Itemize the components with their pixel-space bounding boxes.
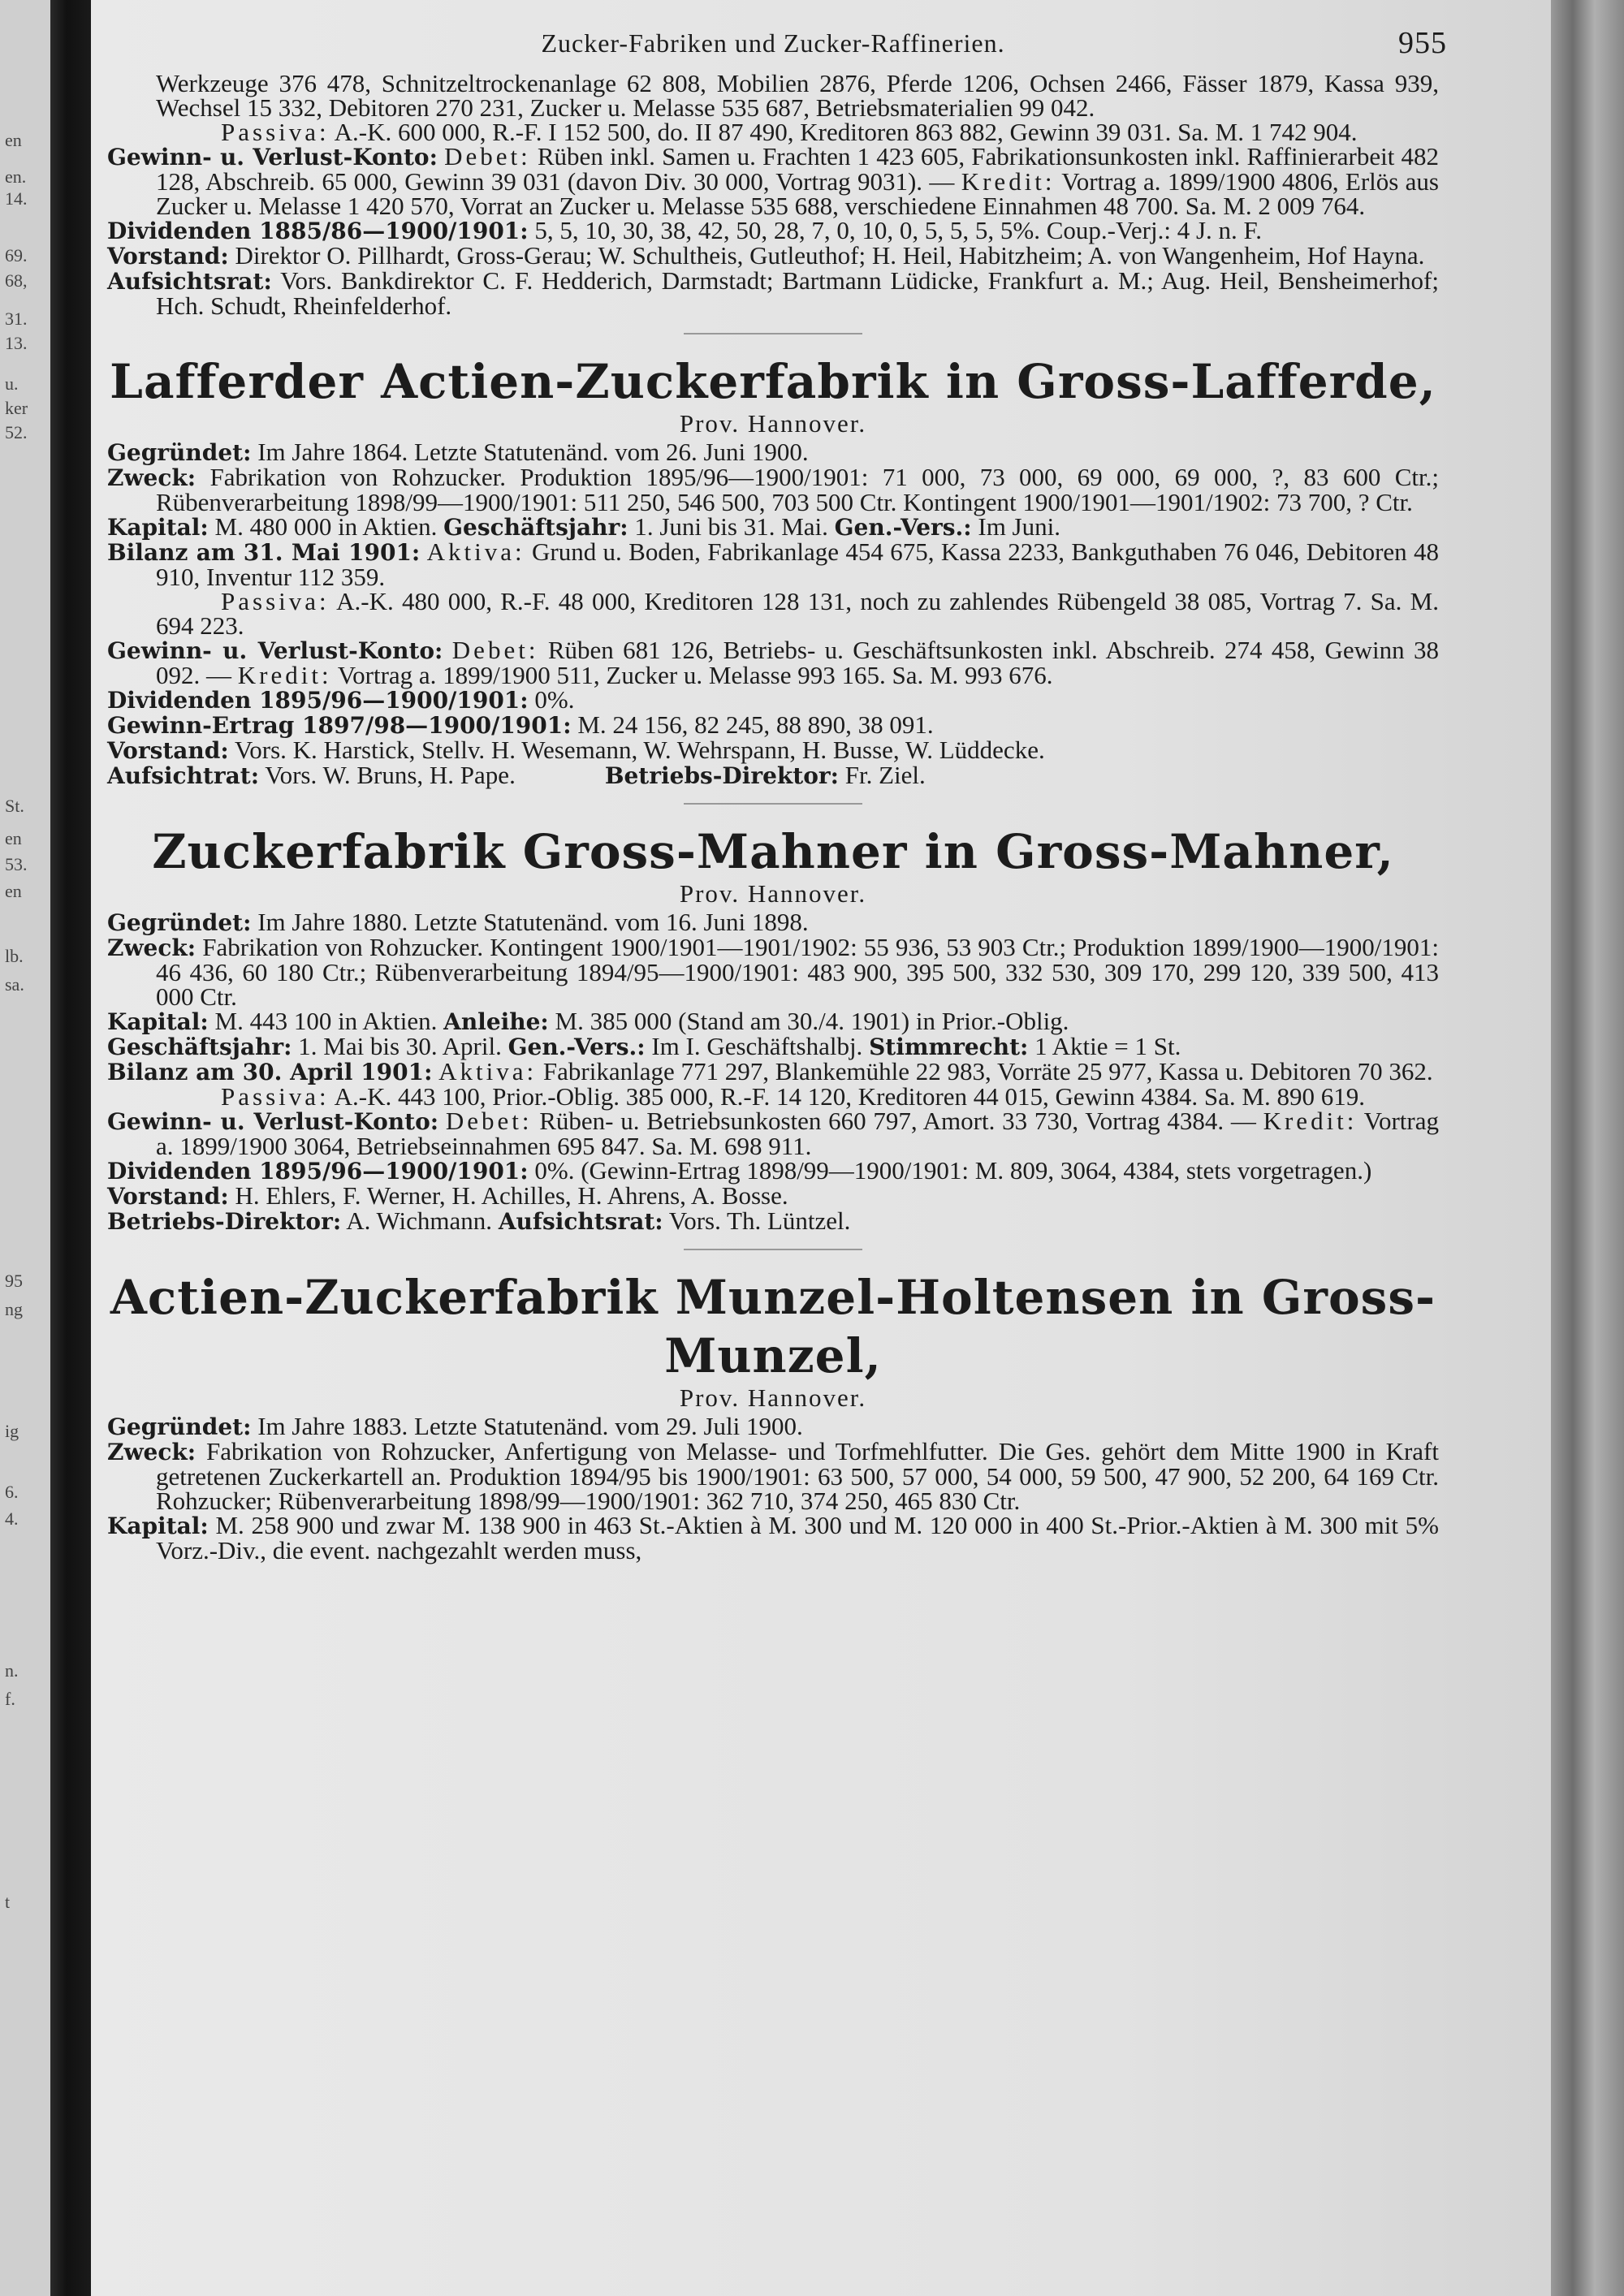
capital-entry bbox=[107, 1009, 1439, 1034]
kredit-text: Vortrag a. 1899/1900 511, Zucker u. Melasse 993 165. Sa. M. 993 676. bbox=[331, 661, 1053, 689]
guv-entry bbox=[107, 1109, 1439, 1159]
margin-fragment: sa. bbox=[5, 974, 24, 995]
board-entry bbox=[107, 1181, 1439, 1210]
passiva-text: A.-K. 443 100, Prior.-Oblig. 385 000, R.-F. 14 120, Kreditoren 44 015, Gewinn 4384. Sa. M. 890 619. bbox=[329, 1082, 1365, 1111]
margin-fragment: 69. bbox=[5, 245, 28, 265]
founded-entry bbox=[107, 910, 1439, 935]
balance-label: Bilanz am 30. April 1901: bbox=[107, 1059, 433, 1085]
balance-entry bbox=[107, 1057, 1439, 1085]
passiva-entry bbox=[107, 120, 1439, 145]
debet-text: Rüben 681 126, Betriebs- u. Geschäftsunkosten inkl. Abschreib. 274 458, Gewinn 38 092. — bbox=[156, 636, 1440, 689]
margin-fragment: 4. bbox=[5, 1508, 19, 1529]
capital-text: M. 443 100 in Aktien. bbox=[208, 1007, 444, 1035]
company-entry-mahner bbox=[107, 822, 1439, 1234]
capital-entry bbox=[107, 1513, 1439, 1563]
debet-label: Debet: bbox=[445, 1107, 533, 1135]
passiva-label: Passiva: bbox=[221, 1082, 330, 1111]
board-label: Vorstand: bbox=[107, 243, 229, 270]
margin-fragment: 14. bbox=[5, 188, 28, 209]
dividends-label: Dividenden 1895/96—1900/1901: bbox=[107, 1158, 529, 1185]
guv-entry bbox=[107, 142, 1440, 220]
dividends-text: 0%. bbox=[528, 685, 575, 714]
margin-fragment: 53. bbox=[5, 854, 28, 874]
supervisory-board-text: Vors. Th. Lüntzel. bbox=[663, 1206, 851, 1235]
company-entry-lafferde bbox=[107, 352, 1439, 788]
balance-entry bbox=[107, 537, 1440, 591]
company-entry-munzel bbox=[107, 1268, 1439, 1563]
founded-label: Gegründet: bbox=[107, 439, 252, 466]
dividends-entry bbox=[107, 218, 1439, 244]
passiva-text: A.-K. 600 000, R.-F. I 152 500, do. II 87 490, Kreditoren 863 882, Gewinn 39 031. Sa. M. 1 742 904. bbox=[329, 118, 1358, 146]
aktiva-label: Aktiva: bbox=[426, 537, 525, 566]
general-meeting-label: Gen.-Vers.: bbox=[508, 1034, 646, 1060]
capital-label: Kapital: bbox=[107, 1513, 209, 1539]
founded-label: Gegründet: bbox=[107, 909, 252, 936]
continued-entry bbox=[107, 71, 1439, 318]
general-meeting-text: Im I. Geschäftshalbj. bbox=[645, 1032, 870, 1060]
guv-entry bbox=[107, 638, 1439, 688]
fiscal-year-text: 1. Mai bis 30. April. bbox=[292, 1032, 508, 1060]
debet-label: Debet: bbox=[451, 636, 539, 664]
purpose-text: Fabrikation von Rohzucker. Produktion 1895/96—1900/1901: 71 000, 73 000, 69 000, 69 000, ?, 83 600 Ctr.; Rübenverarbeitung 1898/99—1900/1901: 511 250, 546 500, 703 500 Ctr. Kontingent 1900/1901—1901/1902: 73 700, ? Ctr. bbox=[156, 463, 1439, 516]
capital-text: M. 480 000 in Aktien. bbox=[208, 512, 444, 541]
balance-label: Bilanz am 31. Mai 1901: bbox=[107, 539, 421, 566]
passiva-entry bbox=[107, 1082, 1439, 1111]
dividends-label: Dividenden 1885/86—1900/1901: bbox=[107, 218, 529, 244]
aktiva-label: Aktiva: bbox=[438, 1057, 538, 1085]
board-text: Direktor O. Pillhardt, Gross-Gerau; W. Schultheis, Gutleuthof; H. Heil, Habitzheim; A. von Wangenheim, Hof Hayna. bbox=[228, 241, 1425, 270]
margin-fragment: St. bbox=[5, 796, 24, 816]
director-label: Betriebs-Direktor: bbox=[107, 1208, 342, 1235]
supervisory-board-label: Aufsichtsrat: bbox=[498, 1208, 663, 1235]
purpose-entry bbox=[107, 465, 1439, 515]
province: Prov. Hannover. bbox=[679, 879, 867, 908]
supervisory-board-label: Aufsichtsrat: bbox=[107, 268, 272, 295]
board-text: Vors. K. Harstick, Stellv. H. Wesemann, W. Wehrspann, H. Busse, W. Lüddecke. bbox=[228, 736, 1045, 764]
margin-fragment: u. bbox=[5, 373, 19, 394]
capital-label: Kapital: bbox=[107, 1008, 209, 1035]
fiscal-year-label: Geschäftsjahr: bbox=[443, 514, 628, 541]
purpose-label: Zweck: bbox=[107, 464, 197, 491]
guv-label: Gewinn- u. Verlust-Konto: bbox=[107, 1108, 439, 1135]
margin-fragment: ng bbox=[5, 1299, 23, 1319]
dividends-text: 5, 5, 10, 30, 38, 42, 50, 28, 7, 0, 10, 0, 5, 5, 5, 5%. Coup.-Verj.: 4 J. n. F. bbox=[528, 216, 1263, 244]
profit-text: M. 24 156, 82 245, 88 890, 38 091. bbox=[571, 710, 934, 739]
loan-text: M. 385 000 (Stand am 30./4. 1901) in Prior.-Oblig. bbox=[548, 1007, 1069, 1035]
kredit-label: Kredit: bbox=[237, 661, 332, 689]
director-label: Betriebs-Direktor: bbox=[604, 762, 839, 789]
founded-text: Im Jahre 1883. Letzte Statutenänd. vom 29. Juli 1900. bbox=[251, 1412, 803, 1440]
page-content bbox=[107, 26, 1447, 1564]
section-divider bbox=[684, 803, 862, 805]
kredit-text: Vortrag a. 1899/1900 4806, Erlös aus Zucker u. Melasse 1 420 570, Vorrat an Zucker u. Melasse 535 688, verschiedene Einnahmen 48 700. Sa. M. 2 009 764. bbox=[156, 167, 1439, 220]
loan-label: Anleihe: bbox=[443, 1008, 549, 1035]
dividends-label: Dividenden 1895/96—1900/1901: bbox=[107, 687, 529, 714]
fiscal-year-text: 1. Juni bis 31. Mai. bbox=[628, 512, 835, 541]
debet-text: Rüben- u. Betriebsunkosten 660 797, Amort. 33 730, Vortrag 4384. — bbox=[532, 1107, 1263, 1135]
debet-text: Rüben inkl. Samen u. Frachten 1 423 605, Fabrikationsunkosten inkl. Raffinierarbeit 482 128, Abschreib. 65 000, Gewinn 39 031 (davon Div. 30 000, Vortrag 9031). — bbox=[156, 142, 1440, 196]
supervisory-board-label: Aufsichtrat: bbox=[107, 762, 260, 789]
founded-text: Im Jahre 1864. Letzte Statutenänd. vom 26. Juni 1900. bbox=[251, 438, 809, 466]
board-entry bbox=[107, 241, 1439, 270]
board-text: H. Ehlers, F. Werner, H. Achilles, H. Ahrens, A. Bosse. bbox=[228, 1181, 788, 1210]
passiva-text: A.-K. 480 000, R.-F. 48 000, Kreditoren 128 131, noch zu zahlendes Rübengeld 38 085, Vortrag 7. Sa. M. 694 223. bbox=[156, 587, 1439, 640]
margin-fragment: 13. bbox=[5, 333, 28, 353]
margin-fragment: ig bbox=[5, 1421, 19, 1441]
margin-fragment: en bbox=[5, 881, 22, 901]
supervisory-board-text: Vors. W. Bruns, H. Pape. bbox=[259, 761, 516, 789]
dividends-entry bbox=[107, 1156, 1439, 1185]
capital-label: Kapital: bbox=[107, 514, 209, 541]
profit-entry bbox=[107, 710, 1439, 739]
margin-fragment: en. bbox=[5, 166, 27, 187]
founded-entry bbox=[107, 440, 1439, 465]
margin-fragment: en bbox=[5, 130, 22, 150]
book-page bbox=[91, 0, 1551, 2296]
kredit-label: Kredit: bbox=[1263, 1107, 1358, 1135]
dividends-text: 0%. (Gewinn-Ertrag 1898/99—1900/1901: M. 809, 3064, 4384, stets vorgetragen.) bbox=[528, 1156, 1372, 1185]
kredit-label: Kredit: bbox=[961, 167, 1056, 196]
margin-fragment: 31. bbox=[5, 309, 28, 329]
voting-right-label: Stimmrecht: bbox=[869, 1034, 1029, 1060]
guv-label: Gewinn- u. Verlust-Konto: bbox=[107, 144, 438, 170]
supervisory-board-entry bbox=[107, 763, 1439, 788]
debet-label: Debet: bbox=[444, 142, 531, 170]
book-spine bbox=[50, 0, 91, 2296]
founded-entry bbox=[107, 1414, 1439, 1439]
margin-fragment: 52. bbox=[5, 422, 28, 442]
voting-right-text: 1 Aktie = 1 St. bbox=[1028, 1032, 1181, 1060]
margin-fragment: ker bbox=[5, 398, 28, 418]
margin-fragment: n. bbox=[5, 1660, 19, 1681]
adjacent-page-margin bbox=[0, 0, 50, 2296]
fiscal-year-label: Geschäftsjahr: bbox=[107, 1034, 292, 1060]
company-title: Zuckerfabrik Gross-Mahner in Gross-Mahner, bbox=[152, 824, 1394, 879]
margin-fragment: 95 bbox=[5, 1271, 23, 1291]
company-title: Lafferder Actien-Zuckerfabrik in Gross-Lafferde, bbox=[110, 354, 1436, 409]
purpose-text: Fabrikation von Rohzucker, Anfertigung von Melasse- und Torfmehlfutter. Die Ges. gehört dem Mitte 1900 in Kraft getretenen Zuckerkartell an. Produktion 1894/95 bis 1900/1901: 63 500, 57 000, 54 000, 59 500, 47 900, 52 200, 64 169 Ctr. Rohzucker; Rübenverarbeitung 1898/99—1900/1901: 362 710, 374 250, 465 830 Ctr. bbox=[156, 1437, 1439, 1515]
purpose-label: Zweck: bbox=[107, 934, 197, 961]
page-edge-shadow bbox=[1551, 0, 1624, 2296]
aktiva-text: Grund u. Boden, Fabrikanlage 454 675, Kassa 2233, Bankguthaben 76 046, Debitoren 48 910, Inventur 112 359. bbox=[156, 537, 1440, 591]
board-entry bbox=[107, 738, 1439, 763]
capital-entry bbox=[107, 512, 1439, 541]
margin-fragment: lb. bbox=[5, 946, 24, 966]
passiva-entry bbox=[107, 589, 1439, 638]
founded-label: Gegründet: bbox=[107, 1413, 252, 1440]
board-label: Vorstand: bbox=[107, 737, 229, 764]
purpose-entry bbox=[107, 1439, 1439, 1513]
guv-label: Gewinn- u. Verlust-Konto: bbox=[107, 637, 443, 664]
province: Prov. Hannover. bbox=[679, 409, 867, 438]
profit-label: Gewinn-Ertrag 1897/98—1900/1901: bbox=[107, 712, 572, 739]
board-label: Vorstand: bbox=[107, 1183, 229, 1210]
general-meeting-label: Gen.-Vers.: bbox=[834, 514, 972, 541]
purpose-label: Zweck: bbox=[107, 1439, 197, 1465]
margin-fragment: 68, bbox=[5, 270, 28, 291]
passiva-label: Passiva: bbox=[221, 587, 330, 615]
director-entry bbox=[107, 1206, 1439, 1235]
supervisory-board-entry bbox=[107, 266, 1439, 320]
page-number: 955 bbox=[1398, 26, 1447, 60]
running-title: Zucker-Fabriken und Zucker-Raffinerien. bbox=[541, 28, 1005, 58]
aktiva-continuation: Werkzeuge 376 478, Schnitzeltrockenanlage 62 808, Mobilien 2876, Pferde 1206, Ochsen 2466, Fässer 1879, Kassa 939, Wechsel 15 332, Debitoren 270 231, Zucker u. Melasse 535 687, Betriebsmaterialien 99 042. bbox=[156, 69, 1439, 122]
margin-fragment: en bbox=[5, 828, 22, 848]
running-head bbox=[107, 26, 1447, 71]
margin-fragment: f. bbox=[5, 1689, 15, 1709]
purpose-entry bbox=[107, 935, 1439, 1009]
purpose-text: Fabrikation von Rohzucker. Kontingent 1900/1901—1901/1902: 55 936, 53 903 Ctr.; Produktion 1899/1900—1900/1901: 46 436, 60 180 Ctr.; Rübenverarbeitung 1894/95—1900/1901: 483 900, 395 500, 332 530, 309 170, 299 120, 339 500, 413 000 Ctr. bbox=[156, 933, 1439, 1011]
dividends-entry bbox=[107, 685, 1439, 714]
general-meeting-text: Im Juni. bbox=[971, 512, 1060, 541]
director-text: Fr. Ziel. bbox=[839, 761, 926, 789]
capital-text: M. 258 900 und zwar M. 138 900 in 463 St.-Aktien à M. 300 und M. 120 000 in 400 St.-Prior.-Aktien à M. 300 mit 5% Vorz.-Div., die event. nachgezahlt werden muss, bbox=[156, 1511, 1439, 1564]
passiva-label: Passiva: bbox=[221, 118, 330, 146]
kredit-text: Vortrag a. 1899/1900 3064, Betriebseinnahmen 695 847. Sa. M. 698 911. bbox=[156, 1107, 1439, 1160]
province: Prov. Hannover. bbox=[679, 1383, 867, 1412]
company-title: Actien-Zuckerfabrik Munzel-Holtensen in Gross-Munzel, bbox=[110, 1270, 1436, 1383]
section-divider bbox=[684, 333, 862, 334]
fiscal-year-entry bbox=[107, 1034, 1439, 1060]
margin-fragment: t bbox=[5, 1892, 11, 1912]
aktiva-text: Fabrikanlage 771 297, Blankemühle 22 983, Vorräte 25 977, Kassa u. Debitoren 70 362. bbox=[537, 1057, 1433, 1085]
section-divider bbox=[684, 1249, 862, 1250]
director-text: A. Wichmann. bbox=[341, 1206, 499, 1235]
founded-text: Im Jahre 1880. Letzte Statutenänd. vom 16. Juni 1898. bbox=[251, 908, 809, 936]
supervisory-board-text: Vors. Bankdirektor C. F. Hedderich, Darmstadt; Bartmann Lüdicke, Frankfurt a. M.; Aug. Heil, Bensheimerhof; Hch. Schudt, Rheinfelderhof. bbox=[156, 266, 1439, 320]
margin-fragment: 6. bbox=[5, 1482, 19, 1502]
